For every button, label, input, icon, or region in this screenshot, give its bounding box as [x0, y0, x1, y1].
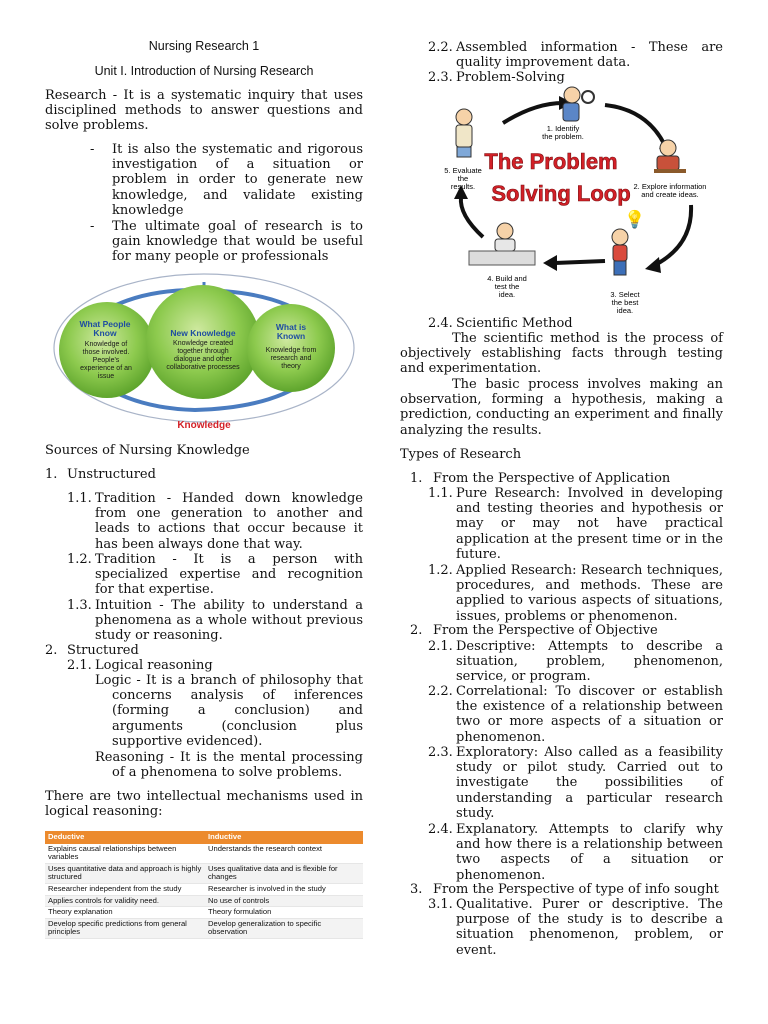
- item-text: Explanatory. Attempts to clarify why and how there is a relationship between two aspects of a situation or phenomenon.: [456, 822, 723, 883]
- item-text: Scientific Method: [456, 316, 573, 331]
- table-header-row: [45, 831, 363, 844]
- bullet-item: [90, 142, 363, 218]
- item-number: 2.4.: [428, 316, 453, 331]
- step-1-label: 1. Identify the problem.: [542, 124, 584, 141]
- list-item: [428, 70, 723, 85]
- list-item: [410, 471, 723, 486]
- item-text: Intuition - The ability to understand a phenomena as a whole without previous study or reasoning.: [95, 598, 363, 644]
- loop-title-line2: Solving Loop: [491, 181, 631, 206]
- item-number: 2.: [410, 623, 423, 638]
- item-number: 2.2.: [428, 40, 453, 55]
- label-new-knowledge: New Knowledge: [170, 328, 236, 338]
- types-heading: Types of Research: [400, 447, 522, 462]
- bullet-dash: -: [90, 219, 95, 234]
- table-cell: Understands the research context: [205, 844, 363, 864]
- step-5-label: 5. Evaluate the results.: [444, 166, 482, 191]
- mechanisms-intro: There are two intellectual mechanisms used in logical reasoning:: [45, 789, 363, 820]
- problem-solving-loop: [444, 85, 707, 315]
- list-item: [428, 639, 723, 685]
- item-text: Problem-Solving: [456, 70, 565, 85]
- doc-title: Nursing Research 1: [148, 39, 260, 53]
- body-what-people-know: Knowledge of those involved. People's experience of an issue: [80, 341, 132, 380]
- item-text: Structured: [67, 643, 139, 658]
- logic-definition: Logic - It is a branch of philosophy that concerns analysis of inferences (forming a conclusion) and arguments (conclusion plus supportive evidenced).: [95, 673, 363, 749]
- item-text: Tradition - Handed down knowledge from one generation to another and leads to actions that occur because it has been always done that way.: [95, 491, 363, 552]
- table-cell: Uses qualitative data and is flexible for changes: [205, 863, 363, 883]
- list-item: [410, 882, 723, 897]
- list-item: [67, 598, 363, 644]
- list-item: [428, 684, 723, 745]
- body-new-knowledge: Knowledge created together through dialogue and other collaborative processes: [166, 340, 240, 371]
- list-item: [45, 467, 363, 482]
- table-cell: Explains causal relationships between variables: [45, 844, 205, 864]
- knowledge-diagram: [45, 270, 363, 436]
- item-text: Descriptive: Attempts to describe a situation, problem, phenomenon, service, or program.: [456, 639, 723, 685]
- list-item: [428, 822, 723, 883]
- table-row: [45, 918, 363, 938]
- item-number: 2.: [45, 643, 58, 658]
- list-item: [428, 745, 723, 821]
- step-3-label: 3. Select the best idea.: [610, 290, 640, 315]
- table-row: [45, 895, 363, 907]
- item-number: 1.1.: [67, 491, 92, 506]
- table-cell: Develop generalization to specific observation: [205, 918, 363, 938]
- knowledge-label: Knowledge: [177, 420, 231, 431]
- list-item: [428, 897, 723, 958]
- item-text: Assembled information - These are quality improvement data.: [456, 40, 723, 71]
- loop-arrow: [605, 105, 667, 150]
- figure-build-icon: [469, 223, 535, 265]
- item-number: 1.1.: [428, 486, 453, 501]
- list-item: [428, 40, 723, 70]
- column-header: Inductive: [205, 831, 363, 844]
- table-cell: Applies controls for validity need.: [45, 895, 205, 907]
- list-item: [428, 563, 723, 624]
- step-4-label: 4. Build and test the idea.: [487, 274, 527, 299]
- item-text: Applied Research: Research techniques, procedures, and methods. These are applied to various aspects of situations, issues, problems or phenomenon.: [456, 563, 723, 624]
- lightbulb-icon: 💡: [624, 210, 646, 229]
- item-text: From the Perspective of Objective: [433, 623, 658, 638]
- research-definition: Research - It is a systematic inquiry that uses disciplined methods to answer questions and solve problems.: [45, 88, 363, 134]
- item-number: 1.3.: [67, 598, 92, 613]
- item-number: 2.3.: [428, 70, 453, 85]
- item-number: 2.4.: [428, 822, 453, 837]
- item-text: Unstructured: [67, 467, 156, 482]
- list-item: [67, 658, 363, 673]
- table-row: [45, 883, 363, 895]
- scientific-method-paragraph: The scientific method is the process of objectively establishing facts through testing and experimentation.: [400, 331, 723, 377]
- bullet-item: [90, 219, 363, 265]
- item-text: From the Perspective of type of info sought: [433, 882, 719, 897]
- figure-explore-icon: [654, 140, 686, 173]
- loop-arrow: [655, 205, 691, 265]
- loop-arrow: [461, 197, 483, 237]
- item-text: Exploratory: Also called as a feasibility study or pilot study. Carried out to investigate the possibilities of understanding a particular research study.: [456, 745, 723, 821]
- item-text: Pure Research: Involved in developing and testing theories and hypothesis or may or may not have practical application at the present time or in the future.: [456, 486, 723, 562]
- bullet-dash: -: [90, 142, 95, 157]
- column-header: Deductive: [45, 831, 205, 844]
- figure-identify-icon: [563, 87, 594, 121]
- list-item: [67, 491, 363, 552]
- label-what-people-know: What People Know: [79, 319, 131, 338]
- unit-heading: Unit I. Introduction of Nursing Research: [94, 64, 314, 78]
- item-number: 2.3.: [428, 745, 453, 760]
- list-item: [45, 643, 363, 658]
- table-cell: Theory explanation: [45, 907, 205, 919]
- item-text: Correlational: To discover or establish the existence of a relationship between two or more aspects of a situation or phenomenon.: [456, 684, 723, 745]
- table-cell: Uses quantitative data and approach is highly structured: [45, 863, 205, 883]
- item-number: 1.: [410, 471, 423, 486]
- reasoning-table: [45, 831, 363, 939]
- list-item: [410, 623, 723, 638]
- loop-arrow: [555, 261, 605, 263]
- figure-evaluate-icon: [456, 109, 472, 157]
- item-number: 2.2.: [428, 684, 453, 699]
- item-text: From the Perspective of Application: [433, 471, 671, 486]
- table-cell: Theory formulation: [205, 907, 363, 919]
- reasoning-definition: Reasoning - It is the mental processing of a phenomena to solve problems.: [95, 750, 363, 781]
- table-row: [45, 907, 363, 919]
- loop-arrow: [503, 103, 563, 123]
- sources-heading: Sources of Nursing Knowledge: [45, 443, 250, 458]
- item-number: 3.1.: [428, 897, 453, 912]
- table-row: [45, 863, 363, 883]
- loop-title-line1: The Problem: [484, 149, 618, 174]
- list-item: [428, 486, 723, 562]
- bullet-text: It is also the systematic and rigorous investigation of a situation or problem in order to generate new knowledge, and validate existing knowledge: [112, 142, 363, 218]
- table-cell: Researcher is involved in the study: [205, 883, 363, 895]
- item-number: 1.2.: [428, 563, 453, 578]
- item-number: 2.1.: [67, 658, 92, 673]
- table-cell: Researcher independent from the study: [45, 883, 205, 895]
- bullet-text: The ultimate goal of research is to gain knowledge that would be useful for many people or professionals: [112, 219, 363, 265]
- item-text: Tradition - It is a person with specialized expertise and recognition for that expertise.: [95, 552, 363, 598]
- table-row: [45, 844, 363, 864]
- label-what-is-known: What is Known: [275, 322, 307, 341]
- list-item: [67, 552, 363, 598]
- table-cell: No use of controls: [205, 895, 363, 907]
- item-number: 2.1.: [428, 639, 453, 654]
- step-2-label: 2. Explore information and create ideas.: [633, 182, 707, 199]
- list-item: [428, 316, 723, 331]
- table-cell: Develop specific predictions from general principles: [45, 918, 205, 938]
- item-text: Logical reasoning: [95, 658, 213, 673]
- item-number: 1.2.: [67, 552, 92, 567]
- figure-select-icon: [612, 229, 628, 275]
- item-number: 3.: [410, 882, 423, 897]
- body-what-is-known: Knowledge from research and theory: [265, 347, 317, 370]
- item-number: 1.: [45, 467, 58, 482]
- item-text: Qualitative. Purer or descriptive. The purpose of the study is to describe a situation phenomenon, problem, or event.: [456, 897, 723, 958]
- scientific-method-paragraph: The basic process involves making an observation, forming a hypothesis, making a prediction, conducting an experiment and finally analyzing the results.: [400, 377, 723, 438]
